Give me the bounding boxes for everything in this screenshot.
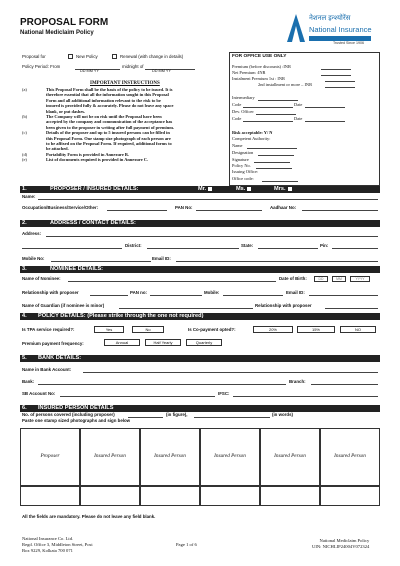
state-label: State: — [241, 243, 254, 248]
photo-cell-insured-5[interactable] — [320, 428, 380, 486]
copay-no-option[interactable]: NO — [340, 326, 376, 333]
instruction-line: be attached. — [46, 146, 69, 152]
mandatory-note: All the fields are mandatory. Please do not leave any field blank. — [22, 514, 156, 519]
renewal-label: Renewal (with change in details) — [120, 54, 184, 59]
aadhaar-input[interactable] — [302, 210, 378, 211]
instruction-line: accepted by the company and communication of the acceptance has — [46, 119, 173, 125]
photo-cell-label: Insured Person — [274, 453, 306, 459]
nominee-mobile-label: Mobile: — [204, 290, 220, 295]
sb-account-input[interactable] — [60, 396, 215, 397]
title-ms-checkbox[interactable] — [247, 187, 251, 191]
premium-label: Premium (before discounts) :INR — [232, 64, 291, 69]
nominee-relationship-label: Relationship with proposer — [22, 290, 79, 295]
nominee-pan-label: PAN no: — [130, 290, 147, 295]
address-label: Address: — [22, 231, 42, 236]
title-ms[interactable] — [236, 186, 251, 193]
footer-uin: UIN: NICHLIP24004V072324 — [312, 544, 370, 549]
logo-english-text: National Insurance — [309, 25, 372, 34]
policy-period-label: Policy Period: From — [22, 64, 61, 69]
signature-cell-proposer[interactable] — [20, 486, 80, 506]
pin-label: Pin: — [320, 243, 329, 248]
dob-day-box[interactable]: DD — [314, 276, 328, 282]
instructions-heading: IMPORTANT INSTRUCTIONS — [90, 81, 160, 86]
ifsc-input[interactable] — [233, 396, 378, 397]
section-6-title: INSURED PERSON DETAILS — [38, 405, 114, 411]
photo-cell-label: Proposer — [40, 453, 60, 459]
instruction-mark: (a) — [22, 87, 27, 92]
instruction-mark: (c) — [22, 130, 27, 136]
sb-account-label: SB Account No: — [22, 391, 56, 396]
section-6-header — [20, 405, 380, 412]
section-4-header — [20, 313, 380, 320]
frequency-label: Premium payment frequency: — [22, 341, 84, 346]
section-2-number: 2. — [22, 220, 27, 226]
section-6-number: 6. — [22, 405, 27, 411]
district-input[interactable] — [147, 248, 239, 249]
nominee-mobile-input[interactable] — [223, 295, 283, 296]
footer-box: Box 9229, Kolkata 700 071 — [22, 548, 73, 553]
new-policy-checkbox[interactable] — [68, 54, 73, 59]
authority-name-field[interactable] — [247, 148, 297, 149]
photo-cell-label: Insured Person — [214, 453, 246, 459]
photo-cell-insured-4[interactable] — [260, 428, 320, 486]
dob-year-box[interactable]: YYYY — [350, 276, 370, 282]
signature-cell-insured-3[interactable] — [200, 486, 260, 506]
instruction-line: List of documents required is provided in Annexure C. — [46, 157, 149, 163]
competent-authority-label: Competent Authority: — [232, 136, 271, 141]
code2-field[interactable] — [243, 121, 293, 122]
instruction-line: Details of the proposer and up to 5 insured persons can be filled in — [46, 130, 170, 136]
photo-cell-insured-2[interactable] — [140, 428, 200, 486]
guardian-input[interactable] — [119, 308, 253, 309]
net-premium-field[interactable] — [321, 75, 351, 76]
photo-cell-insured-1[interactable] — [80, 428, 140, 486]
photo-cell-label: Insured Person — [94, 453, 126, 459]
bank-name-label: Name in Bank Account: — [22, 367, 72, 372]
nominee-pan-input[interactable] — [150, 295, 202, 296]
dob-label: Date of Birth: — [279, 276, 307, 281]
name-input[interactable] — [38, 199, 378, 200]
section-2-header — [20, 220, 380, 227]
in-words-label: (in words) — [272, 412, 293, 417]
section-1-title: PROPOSER / INSURED DETAILS: — [50, 186, 139, 192]
footer-address — [22, 536, 93, 554]
section-5-header — [20, 355, 380, 362]
intermediary-label: Intermediary — [232, 95, 255, 100]
mobile-label: Mobile No: — [22, 256, 45, 261]
instruction-mark: (b) — [22, 114, 28, 119]
branch-input[interactable] — [311, 384, 378, 385]
aadhaar-label: Aadhaar No: — [270, 205, 297, 210]
frequency-quarterly-option[interactable]: Quarterly — [186, 339, 222, 346]
guardian-relationship-input[interactable] — [325, 308, 378, 309]
dob-month-box[interactable]: MM — [332, 276, 346, 282]
title-mr-checkbox[interactable] — [208, 187, 212, 191]
net-premium-label: Net Premium :INR — [232, 70, 266, 75]
signature-cell-insured-5[interactable] — [320, 486, 380, 506]
office-use-heading: FOR OFFICE USE ONLY — [232, 54, 287, 59]
address-input-line-2[interactable] — [22, 248, 122, 249]
renewal-checkbox[interactable] — [112, 54, 117, 59]
date-field[interactable] — [305, 107, 345, 108]
instruction-line: this Proposal Form. One stamp size photograph of each person are — [46, 135, 171, 141]
section-3-number: 3. — [22, 266, 27, 272]
copay-20-option[interactable]: 20% — [253, 326, 293, 333]
nominee-name-label: Name of Nominee: — [22, 276, 61, 281]
issuing-office-label: Issuing Office: — [232, 169, 259, 174]
instruction-line: to be affixed on the Proposal Form. If required, additional forms to — [46, 140, 172, 146]
dev-officer-label: Dev. Officer — [232, 109, 254, 114]
footer-regd: Regd. Office 3, Middleton Street, Post — [22, 542, 93, 547]
footer-policy-name: National Mediclaim Policy — [319, 538, 370, 543]
in-figure-label: (in figure), — [166, 412, 188, 417]
tpa-label: Is TPA service required?: — [22, 327, 75, 332]
title-mr-label: Mr. — [198, 186, 207, 192]
midnight-label: midnight of — [122, 64, 144, 69]
instalment-label: Instalment Premium 1st : INR — [232, 76, 285, 81]
logo-tagline: Trusted Since 1906 — [333, 41, 365, 45]
date2-label: Date — [294, 116, 303, 121]
occupation-label: Occupation/Business/Service/Other: — [22, 205, 99, 210]
name-field-label: Name: — [22, 194, 36, 199]
copay-15-option[interactable]: 15% — [297, 326, 335, 333]
signature-cell-insured-2[interactable] — [140, 486, 200, 506]
ifsc-label: IFSC: — [218, 391, 230, 396]
instruction-line: insured is provided fully & accurately. Please do not leave any space — [46, 103, 174, 109]
title-mrs-label: Mrs. — [274, 186, 286, 192]
occupation-input[interactable] — [107, 210, 167, 211]
email-input[interactable] — [176, 261, 378, 262]
bank-label: Bank: — [22, 379, 35, 384]
instruction-line: The Company will not be on risk until the Proposal have been — [46, 114, 162, 119]
title-mrs-checkbox[interactable] — [288, 187, 292, 191]
copay-label: Is Co-payment opted?: — [188, 327, 236, 332]
photo-cell-label: Insured Person — [154, 453, 186, 459]
guardian-label: Name of Guardian (if nominee is minor) — [22, 303, 105, 308]
instruction-line: Portability Form is provided in Annexure B. — [46, 151, 129, 157]
office-code-field[interactable] — [262, 181, 298, 182]
risk-label: Risk acceptable: Y/ N — [232, 130, 273, 135]
instruction-line: been given to the proposer in writing after full payment of premium. — [46, 124, 174, 130]
from-date-hint: DD MM YY — [80, 69, 99, 73]
code-field[interactable] — [243, 107, 293, 108]
nominee-email-label: Email ID: — [286, 290, 305, 295]
date2-field[interactable] — [305, 121, 345, 122]
instruction-mark: (d) — [22, 151, 28, 157]
signature-cell-insured-4[interactable] — [260, 486, 320, 506]
page-number: Page 1 of 6 — [176, 542, 197, 547]
photo-cell-label: Insured Person — [334, 453, 366, 459]
tpa-yes-option[interactable]: Yes — [94, 326, 124, 333]
photo-cell-proposer[interactable] — [20, 428, 80, 486]
persons-covered-words-input[interactable] — [194, 417, 270, 418]
state-input[interactable] — [258, 248, 318, 249]
logo-hindi-text: नेशनल इन्श्योरेंस — [309, 15, 351, 22]
instruction-line: therefore essential that all the information sought in this Proposal — [46, 92, 169, 98]
instruction-line: Form and all additional information relevant to the risk to be — [46, 97, 161, 103]
instruction-line: blank, or put dashes. — [46, 108, 86, 114]
section-3-title: NOMINEE DETAILS: — [50, 266, 104, 272]
persons-covered-figure-input[interactable] — [128, 417, 163, 418]
name-label: Name — [232, 143, 243, 148]
code2-label: Code — [232, 116, 242, 121]
proposal-for-label: Proposal for — [22, 54, 46, 59]
address-input-line-1[interactable] — [46, 236, 378, 237]
company-logo — [285, 12, 381, 50]
branch-label: Branch: — [289, 379, 306, 384]
footer-company: National Insurance Co. Ltd. — [22, 536, 74, 541]
pan-input[interactable] — [196, 210, 262, 211]
bank-name-input[interactable] — [83, 372, 378, 373]
paste-photo-label: Paste one stamp sized photographs and sign below — [22, 418, 131, 423]
nominee-name-input[interactable] — [68, 281, 276, 282]
section-5-number: 5. — [22, 355, 27, 361]
section-5-title: BANK DETAILS: — [38, 355, 82, 361]
pin-input[interactable] — [332, 248, 378, 249]
instalment-field[interactable] — [325, 81, 355, 82]
mobile-input[interactable] — [51, 261, 151, 262]
form-subtitle: National Mediclaim Policy — [20, 30, 94, 36]
designation-field[interactable] — [258, 155, 294, 156]
form-title: PROPOSAL FORM — [20, 17, 109, 28]
tpa-no-option[interactable]: No — [132, 326, 164, 333]
email-label: Email ID: — [152, 256, 171, 261]
intermediary-field[interactable] — [258, 100, 298, 101]
district-label: District: — [125, 243, 142, 248]
signature-cell-insured-1[interactable] — [80, 486, 140, 506]
code-label: Code — [232, 102, 242, 107]
date-label: Date — [294, 102, 303, 107]
frequency-half-yearly-option[interactable]: Half Yearly — [145, 339, 181, 346]
designation-label: Designation — [232, 150, 254, 155]
nominee-relationship-input[interactable] — [90, 295, 128, 296]
dev-officer-field[interactable] — [256, 114, 296, 115]
photo-grid — [20, 428, 380, 508]
section-4-number: 4. — [22, 313, 27, 319]
section-3-header — [20, 266, 380, 273]
frequency-annual-option[interactable]: Annual — [104, 339, 140, 346]
new-policy-label: New Policy — [76, 54, 98, 59]
nominee-email-input[interactable] — [309, 295, 378, 296]
title-mr[interactable] — [198, 186, 212, 193]
instruction-line: This Proposal Form shall be the basis of the policy to be issued. It is — [46, 87, 173, 92]
section-4-title: POLICY DETAILS: (Please strike through the one not required) — [38, 313, 204, 319]
policy-no-label: Policy No. — [232, 163, 251, 168]
signature-label: Signature — [232, 157, 249, 162]
instruction-mark: (e) — [22, 157, 27, 163]
persons-covered-label: No. of persons covered (including proposer) — [22, 412, 115, 417]
title-ms-label: Ms. — [236, 186, 246, 192]
bank-input[interactable] — [38, 384, 286, 385]
section-2-title: ADDRESS / CONTACT DETAILS: — [50, 220, 136, 226]
section-1-header — [20, 186, 380, 193]
footer-policy-info — [312, 538, 369, 550]
guardian-relationship-label: Relationship with proposer — [255, 303, 312, 308]
section-1-number: 1. — [22, 186, 27, 192]
to-date-hint: DD MM YY — [152, 69, 171, 73]
signature-field[interactable] — [254, 162, 290, 163]
policy-no-field[interactable] — [256, 168, 292, 169]
pan-label: PAN No: — [175, 205, 193, 210]
premium-field[interactable] — [321, 69, 351, 70]
photo-cell-insured-3[interactable] — [200, 428, 260, 486]
title-mrs[interactable] — [274, 186, 292, 193]
office-code-label: Office code: — [232, 176, 254, 181]
logo-emblem-icon — [285, 12, 307, 44]
second-instalment-label: 2nd installment or more – INR — [258, 82, 313, 87]
second-instalment-field[interactable] — [325, 87, 355, 88]
